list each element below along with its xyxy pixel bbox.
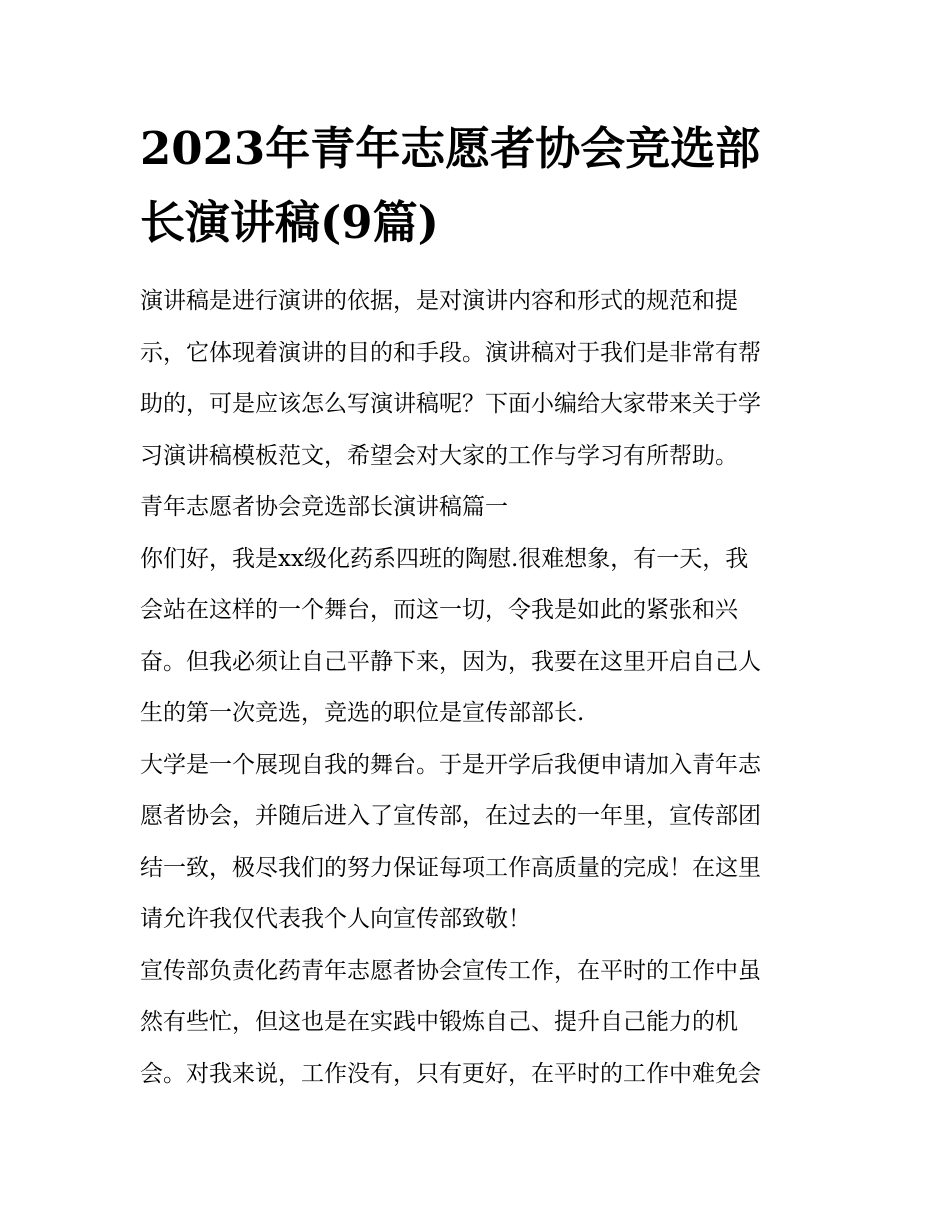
- text-line: 宣传部负责化药青年志愿者协会宣传工作，在平时的工作中虽: [140, 957, 761, 984]
- text-line: 演讲稿是进行演讲的依据，是对演讲内容和形式的规范和提: [140, 288, 738, 314]
- text-line: 愿者协会，并随后进入了宣传部，在过去的一年里，宣传部团: [140, 803, 761, 829]
- document-page: [140, 112, 820, 1100]
- document-body: [140, 276, 820, 1100]
- intro-paragraph: [140, 276, 820, 482]
- section-heading: [140, 482, 820, 534]
- document-title: [140, 112, 820, 260]
- body-paragraph: [140, 534, 820, 740]
- body-paragraph: [140, 740, 820, 946]
- body-paragraph: [140, 946, 820, 1101]
- text-line: 奋。但我必须让自己平静下来，因为，我要在这里开启自己人: [140, 648, 761, 675]
- text-line: 你们好，我是xx级化药系四班的陶慰.很难想象，有一天，我: [140, 545, 749, 572]
- title-line: 2023年青年志愿者协会竞选部: [140, 122, 761, 175]
- text-line: 会站在这样的一个舞台，而这一切，令我是如此的紧张和兴: [140, 597, 738, 623]
- text-line: 结一致，极尽我们的努力保证每项工作高质量的完成！在这里: [140, 854, 761, 881]
- title-line: 长演讲稿(9篇): [140, 196, 439, 249]
- text-line: 助的，可是应该怎么写演讲稿呢？下面小编给大家带来关于学: [140, 391, 761, 417]
- text-line: 大学是一个展现自我的舞台。于是开学后我便申请加入青年志: [140, 751, 761, 778]
- text-line: 请允许我仅代表我个人向宣传部致敬！: [140, 906, 531, 932]
- text-line: 青年志愿者协会竞选部长演讲稿篇一: [140, 494, 508, 520]
- text-line: 示，它体现着演讲的目的和手段。演讲稿对于我们是非常有帮: [140, 339, 761, 366]
- text-line: 然有些忙，但这也是在实践中锻炼自己、提升自己能力的机: [140, 1009, 738, 1035]
- text-line: 生的第一次竞选，竞选的职位是宣传部部长.: [140, 700, 585, 726]
- text-line: 习演讲稿模板范文，希望会对大家的工作与学习有所帮助。: [140, 442, 738, 469]
- text-line: 会。对我来说，工作没有，只有更好，在平时的工作中难免会: [140, 1060, 761, 1087]
